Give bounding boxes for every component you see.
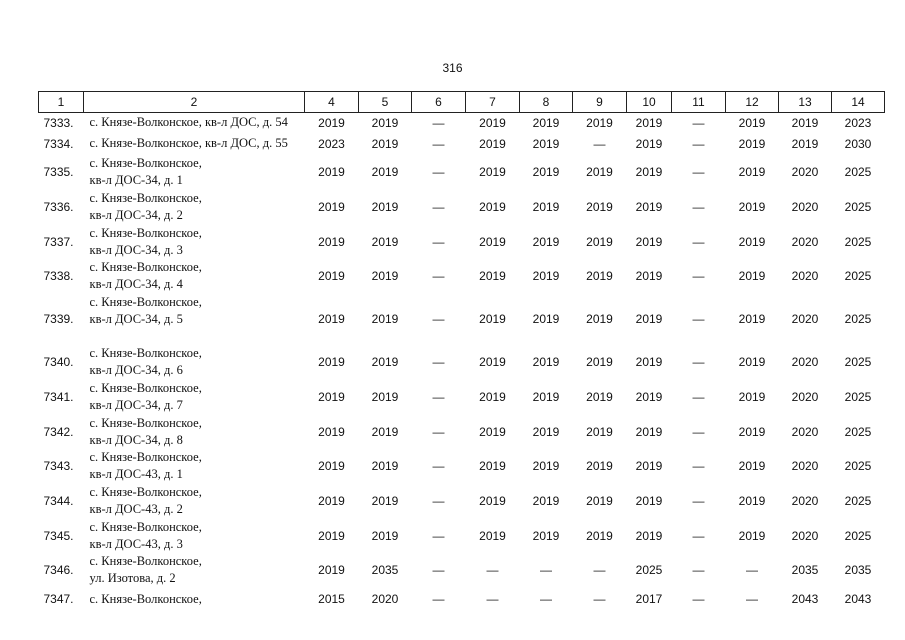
table-row xyxy=(39,449,885,484)
value-cell-col-4: 2019 xyxy=(318,355,345,369)
header-cell-col-10: 10 xyxy=(627,92,672,113)
value-cell-col-10: 2019 xyxy=(635,528,663,543)
row-number: 7335. xyxy=(43,165,74,179)
table-row xyxy=(39,588,885,611)
value-cell-col-11: — xyxy=(692,312,705,326)
row-number: 7345. xyxy=(43,528,74,543)
value-cell-col-14: 2025 xyxy=(844,424,872,439)
header-cell-col-5: 5 xyxy=(359,92,412,113)
value-cell-col-6: — xyxy=(432,200,445,214)
value-cell-col-7: 2019 xyxy=(479,390,506,404)
value-cell-col-5: 2019 xyxy=(371,312,399,326)
value-cell-col-6: — xyxy=(432,269,445,283)
value-cell-col-7: 2019 xyxy=(479,355,506,369)
value-cell-col-14: 2025 xyxy=(844,528,872,543)
row-number: 7344. xyxy=(43,494,74,508)
header-cell-col-13: 13 xyxy=(779,92,832,113)
value-cell-col-9: 2019 xyxy=(586,200,613,214)
value-cell-col-14: 2030 xyxy=(844,136,872,151)
value-cell-col-12: — xyxy=(746,563,758,577)
value-cell-col-4: 2015 xyxy=(318,592,345,606)
value-cell-col-9: 2019 xyxy=(586,115,613,130)
table-row xyxy=(39,225,885,259)
value-cell-col-8: — xyxy=(540,563,552,577)
address-cell xyxy=(84,449,305,484)
value-cell-col-6: — xyxy=(432,528,445,543)
address-line: кв-л ДОС-34, д. 2 xyxy=(89,208,183,222)
address-line: кв-л ДОС-43, д. 1 xyxy=(89,467,183,481)
table-row xyxy=(39,484,885,519)
value-cell-col-8: 2019 xyxy=(532,528,560,543)
value-cell-col-13: 2020 xyxy=(791,424,819,439)
header-cell-col-2: 2 xyxy=(84,92,305,113)
value-cell-col-11: — xyxy=(692,390,705,404)
address-line: кв-л ДОС-43, д. 3 xyxy=(89,536,183,551)
value-cell-col-7: 2019 xyxy=(479,528,506,543)
value-cell-col-7: 2019 xyxy=(479,459,506,473)
row-number: 7346. xyxy=(43,563,74,577)
value-cell-col-9: 2019 xyxy=(586,165,613,179)
value-cell-col-6: — xyxy=(432,234,445,249)
value-cell-col-4: 2019 xyxy=(318,494,345,508)
table-row xyxy=(39,519,885,553)
address-cell xyxy=(84,133,305,155)
address-line: с. Князе-Волконское, xyxy=(89,381,202,395)
value-cell-col-10: 2019 xyxy=(635,200,663,214)
value-cell-col-4: 2019 xyxy=(318,115,345,130)
value-cell-col-10: 2019 xyxy=(635,165,663,179)
value-cell-col-11: — xyxy=(692,234,705,249)
value-cell-col-9: 2019 xyxy=(586,234,613,249)
value-cell-col-8: 2019 xyxy=(532,459,560,473)
value-cell-col-4: 2019 xyxy=(318,563,345,577)
value-cell-col-10: 2019 xyxy=(635,459,663,473)
value-cell-col-12: 2019 xyxy=(738,459,766,473)
header-cell-col-9: 9 xyxy=(573,92,627,113)
value-cell-col-8: 2019 xyxy=(532,312,560,326)
value-cell-col-13: 2019 xyxy=(791,115,819,130)
value-cell-col-6: — xyxy=(432,165,445,179)
address-line: кв-л ДОС-34, д. 7 xyxy=(89,398,183,412)
value-cell-col-5: 2019 xyxy=(371,115,399,130)
value-cell-col-8: 2019 xyxy=(532,494,560,508)
value-cell-col-7: — xyxy=(486,563,499,577)
address-cell xyxy=(84,259,305,294)
address-line: с. Князе-Волконское, xyxy=(89,191,202,205)
table-row xyxy=(39,345,885,380)
value-cell-col-5: 2019 xyxy=(371,200,399,214)
value-cell-col-4: 2019 xyxy=(318,312,345,326)
value-cell-col-6: — xyxy=(432,424,445,439)
row-number: 7343. xyxy=(43,459,74,473)
value-cell-col-12: 2019 xyxy=(738,115,766,130)
value-cell-col-8: 2019 xyxy=(532,355,560,369)
value-cell-col-12: 2019 xyxy=(738,136,766,151)
value-cell-col-11: — xyxy=(692,563,705,577)
row-number: 7333. xyxy=(43,115,74,130)
address-cell xyxy=(84,190,305,225)
row-number: 7347. xyxy=(43,592,74,606)
value-cell-col-14: 2025 xyxy=(844,494,872,508)
value-cell-col-14: 2025 xyxy=(844,459,872,473)
table-row xyxy=(39,133,885,155)
address-cell xyxy=(84,588,305,611)
value-cell-col-12: 2019 xyxy=(738,528,766,543)
header-cell-col-4: 4 xyxy=(305,92,359,113)
table-body xyxy=(39,113,885,611)
value-cell-col-13: 2020 xyxy=(791,494,819,508)
value-cell-col-14: 2043 xyxy=(844,592,872,606)
value-cell-col-14: 2025 xyxy=(844,165,872,179)
value-cell-col-5: 2019 xyxy=(371,234,399,249)
value-cell-col-12: 2019 xyxy=(738,312,766,326)
value-cell-col-6: — xyxy=(432,494,445,508)
value-cell-col-6: — xyxy=(432,390,445,404)
address-cell xyxy=(84,519,305,553)
value-cell-col-5: 2019 xyxy=(371,424,399,439)
value-cell-col-7: 2019 xyxy=(479,424,506,439)
value-cell-col-11: — xyxy=(692,115,705,130)
value-cell-col-9: 2019 xyxy=(586,528,613,543)
value-cell-col-13: 2020 xyxy=(791,312,819,326)
value-cell-col-14: 2025 xyxy=(844,234,872,249)
address-line: с. Князе-Волконское, кв-л ДОС, д. 54 xyxy=(89,115,288,130)
value-cell-col-11: — xyxy=(692,200,705,214)
value-cell-col-4: 2019 xyxy=(318,200,345,214)
value-cell-col-11: — xyxy=(692,424,705,439)
value-cell-col-13: 2020 xyxy=(791,234,819,249)
address-line: с. Князе-Волконское, xyxy=(89,485,202,499)
value-cell-col-13: 2019 xyxy=(791,136,819,151)
value-cell-col-9: — xyxy=(593,592,606,606)
value-cell-col-5: 2019 xyxy=(371,494,399,508)
address-line: кв-л ДОС-34, д. 8 xyxy=(89,432,183,447)
address-line: с. Князе-Волконское, xyxy=(89,554,202,568)
value-cell-col-7: 2019 xyxy=(479,234,506,249)
table-row xyxy=(39,155,885,190)
value-cell-col-14: 2025 xyxy=(844,355,872,369)
value-cell-col-5: 2019 xyxy=(371,390,399,404)
header-cell-col-11: 11 xyxy=(672,92,726,113)
value-cell-col-7: 2019 xyxy=(479,115,506,130)
table-row xyxy=(39,415,885,449)
value-cell-col-14: 2023 xyxy=(844,115,872,130)
row-number: 7336. xyxy=(43,200,74,214)
header-cell-col-12: 12 xyxy=(726,92,779,113)
address-line: кв-л ДОС-34, д. 4 xyxy=(89,277,183,291)
value-cell-col-5: 2019 xyxy=(371,136,399,151)
address-line: с. Князе-Волконское, xyxy=(89,346,202,360)
address-cell xyxy=(84,415,305,449)
value-cell-col-11: — xyxy=(692,269,705,283)
value-cell-col-14: 2025 xyxy=(844,269,872,283)
table-row xyxy=(39,380,885,415)
address-cell xyxy=(84,380,305,415)
value-cell-col-12: 2019 xyxy=(738,390,766,404)
value-cell-col-5: 2019 xyxy=(371,528,399,543)
value-cell-col-10: 2017 xyxy=(635,592,663,606)
value-cell-col-6: — xyxy=(432,459,445,473)
address-cell xyxy=(84,225,305,259)
value-cell-col-8: 2019 xyxy=(532,165,560,179)
value-cell-col-13: 2020 xyxy=(791,459,819,473)
value-cell-col-13: 2043 xyxy=(791,592,819,606)
value-cell-col-10: 2019 xyxy=(635,312,663,326)
table-row xyxy=(39,190,885,225)
value-cell-col-5: 2020 xyxy=(371,592,399,606)
value-cell-col-4: 2019 xyxy=(318,269,345,283)
value-cell-col-9: 2019 xyxy=(586,494,613,508)
value-cell-col-10: 2019 xyxy=(635,494,663,508)
address-cell xyxy=(84,113,305,133)
address-line: с. Князе-Волконское, кв-л ДОС, д. 55 xyxy=(89,136,288,150)
value-cell-col-10: 2019 xyxy=(635,424,663,439)
address-line: с. Князе-Волконское, xyxy=(89,294,202,309)
header-cell-col-6: 6 xyxy=(412,92,466,113)
row-number: 7341. xyxy=(43,390,74,404)
value-cell-col-13: 2020 xyxy=(791,355,819,369)
value-cell-col-5: 2019 xyxy=(371,165,399,179)
value-cell-col-13: 2020 xyxy=(791,200,819,214)
address-line: с. Князе-Волконское, xyxy=(89,519,202,534)
value-cell-col-7: 2019 xyxy=(479,165,506,179)
value-cell-col-9: — xyxy=(593,563,606,577)
address-cell xyxy=(84,345,305,380)
value-cell-col-5: 2019 xyxy=(371,269,399,283)
table-row xyxy=(39,553,885,588)
value-cell-col-8: 2019 xyxy=(532,269,560,283)
address-line: кв-л ДОС-43, д. 2 xyxy=(89,502,183,516)
value-cell-col-7: 2019 xyxy=(479,269,506,283)
value-cell-col-13: 2020 xyxy=(791,390,819,404)
value-cell-col-9: 2019 xyxy=(586,355,613,369)
value-cell-col-10: 2025 xyxy=(635,563,663,577)
address-cell xyxy=(84,553,305,588)
page-number: 316 xyxy=(442,61,463,75)
header-cell-col-14: 14 xyxy=(832,92,885,113)
value-cell-col-4: 2019 xyxy=(318,390,345,404)
header-cell-col-1: 1 xyxy=(39,92,84,113)
value-cell-col-8: — xyxy=(540,592,552,606)
value-cell-col-10: 2019 xyxy=(635,269,663,283)
address-cell xyxy=(84,484,305,519)
value-cell-col-12: 2019 xyxy=(738,355,766,369)
value-cell-col-14: 2025 xyxy=(844,390,872,404)
address-line: с. Князе-Волконское, xyxy=(89,225,202,240)
value-cell-col-6: — xyxy=(432,563,445,577)
value-cell-col-12: — xyxy=(746,592,758,606)
value-cell-col-6: — xyxy=(432,115,445,130)
value-cell-col-7: — xyxy=(486,592,499,606)
address-line: кв-л ДОС-34, д. 6 xyxy=(89,363,183,377)
value-cell-col-10: 2019 xyxy=(635,115,663,130)
address-cell xyxy=(84,294,305,345)
value-cell-col-11: — xyxy=(692,355,705,369)
value-cell-col-13: 2020 xyxy=(791,528,819,543)
value-cell-col-6: — xyxy=(432,312,445,326)
value-cell-col-8: 2019 xyxy=(532,234,560,249)
value-cell-col-10: 2019 xyxy=(635,136,663,151)
value-cell-col-5: 2035 xyxy=(371,563,399,577)
value-cell-col-4: 2019 xyxy=(318,165,345,179)
value-cell-col-14: 2025 xyxy=(844,200,872,214)
address-line: кв-л ДОС-34, д. 5 xyxy=(89,311,183,326)
value-cell-col-7: 2019 xyxy=(479,200,506,214)
address-line: кв-л ДОС-34, д. 3 xyxy=(89,242,183,257)
value-cell-col-4: 2023 xyxy=(318,136,345,151)
row-number: 7342. xyxy=(43,424,74,439)
value-cell-col-9: — xyxy=(593,136,606,151)
value-cell-col-13: 2020 xyxy=(791,165,819,179)
value-cell-col-14: 2025 xyxy=(844,312,872,326)
value-cell-col-11: — xyxy=(692,494,705,508)
value-cell-col-9: 2019 xyxy=(586,424,613,439)
value-cell-col-8: 2019 xyxy=(532,115,560,130)
value-cell-col-5: 2019 xyxy=(371,459,399,473)
value-cell-col-8: 2019 xyxy=(532,390,560,404)
value-cell-col-12: 2019 xyxy=(738,494,766,508)
address-line: кв-л ДОС-34, д. 1 xyxy=(89,173,183,187)
value-cell-col-10: 2019 xyxy=(635,355,663,369)
value-cell-col-12: 2019 xyxy=(738,269,766,283)
table-row xyxy=(39,113,885,133)
header-cell-col-7: 7 xyxy=(466,92,520,113)
value-cell-col-11: — xyxy=(692,459,705,473)
value-cell-col-4: 2019 xyxy=(318,424,345,439)
value-cell-col-9: 2019 xyxy=(586,269,613,283)
value-cell-col-13: 2020 xyxy=(791,269,819,283)
value-cell-col-12: 2019 xyxy=(738,234,766,249)
address-line: ул. Изотова, д. 2 xyxy=(89,571,176,585)
value-cell-col-12: 2019 xyxy=(738,200,766,214)
value-cell-col-6: — xyxy=(432,355,445,369)
value-cell-col-11: — xyxy=(692,592,705,606)
row-number: 7337. xyxy=(43,234,74,249)
table-header xyxy=(39,92,885,113)
value-cell-col-9: 2019 xyxy=(586,390,613,404)
row-number: 7338. xyxy=(43,269,74,283)
data-table xyxy=(38,91,885,611)
value-cell-col-11: — xyxy=(692,528,705,543)
value-cell-col-4: 2019 xyxy=(318,528,345,543)
row-number: 7334. xyxy=(43,136,74,151)
value-cell-col-11: — xyxy=(692,165,705,179)
address-line: с. Князе-Волконское, xyxy=(89,450,202,464)
header-cell-col-8: 8 xyxy=(520,92,573,113)
value-cell-col-10: 2019 xyxy=(635,234,663,249)
address-line: с. Князе-Волконское, xyxy=(89,415,202,430)
value-cell-col-8: 2019 xyxy=(532,200,560,214)
value-cell-col-6: — xyxy=(432,136,445,151)
table-row xyxy=(39,259,885,294)
value-cell-col-7: 2019 xyxy=(479,312,506,326)
value-cell-col-8: 2019 xyxy=(532,136,560,151)
address-cell xyxy=(84,155,305,190)
value-cell-col-14: 2035 xyxy=(844,563,872,577)
address-line: с. Князе-Волконское, xyxy=(89,156,202,170)
address-line: с. Князе-Волконское, xyxy=(89,591,202,606)
value-cell-col-4: 2019 xyxy=(318,459,345,473)
value-cell-col-12: 2019 xyxy=(738,424,766,439)
row-number: 7340. xyxy=(43,355,74,369)
value-cell-col-6: — xyxy=(432,592,445,606)
value-cell-col-12: 2019 xyxy=(738,165,766,179)
value-cell-col-11: — xyxy=(692,136,705,151)
value-cell-col-9: 2019 xyxy=(586,312,613,326)
value-cell-col-7: 2019 xyxy=(479,494,506,508)
address-line: с. Князе-Волконское, xyxy=(89,260,202,274)
value-cell-col-10: 2019 xyxy=(635,390,663,404)
value-cell-col-8: 2019 xyxy=(532,424,560,439)
value-cell-col-9: 2019 xyxy=(586,459,613,473)
value-cell-col-7: 2019 xyxy=(479,136,506,151)
value-cell-col-5: 2019 xyxy=(371,355,399,369)
value-cell-col-13: 2035 xyxy=(791,563,819,577)
row-number: 7339. xyxy=(43,312,74,326)
table-row xyxy=(39,294,885,345)
value-cell-col-4: 2019 xyxy=(318,234,345,249)
